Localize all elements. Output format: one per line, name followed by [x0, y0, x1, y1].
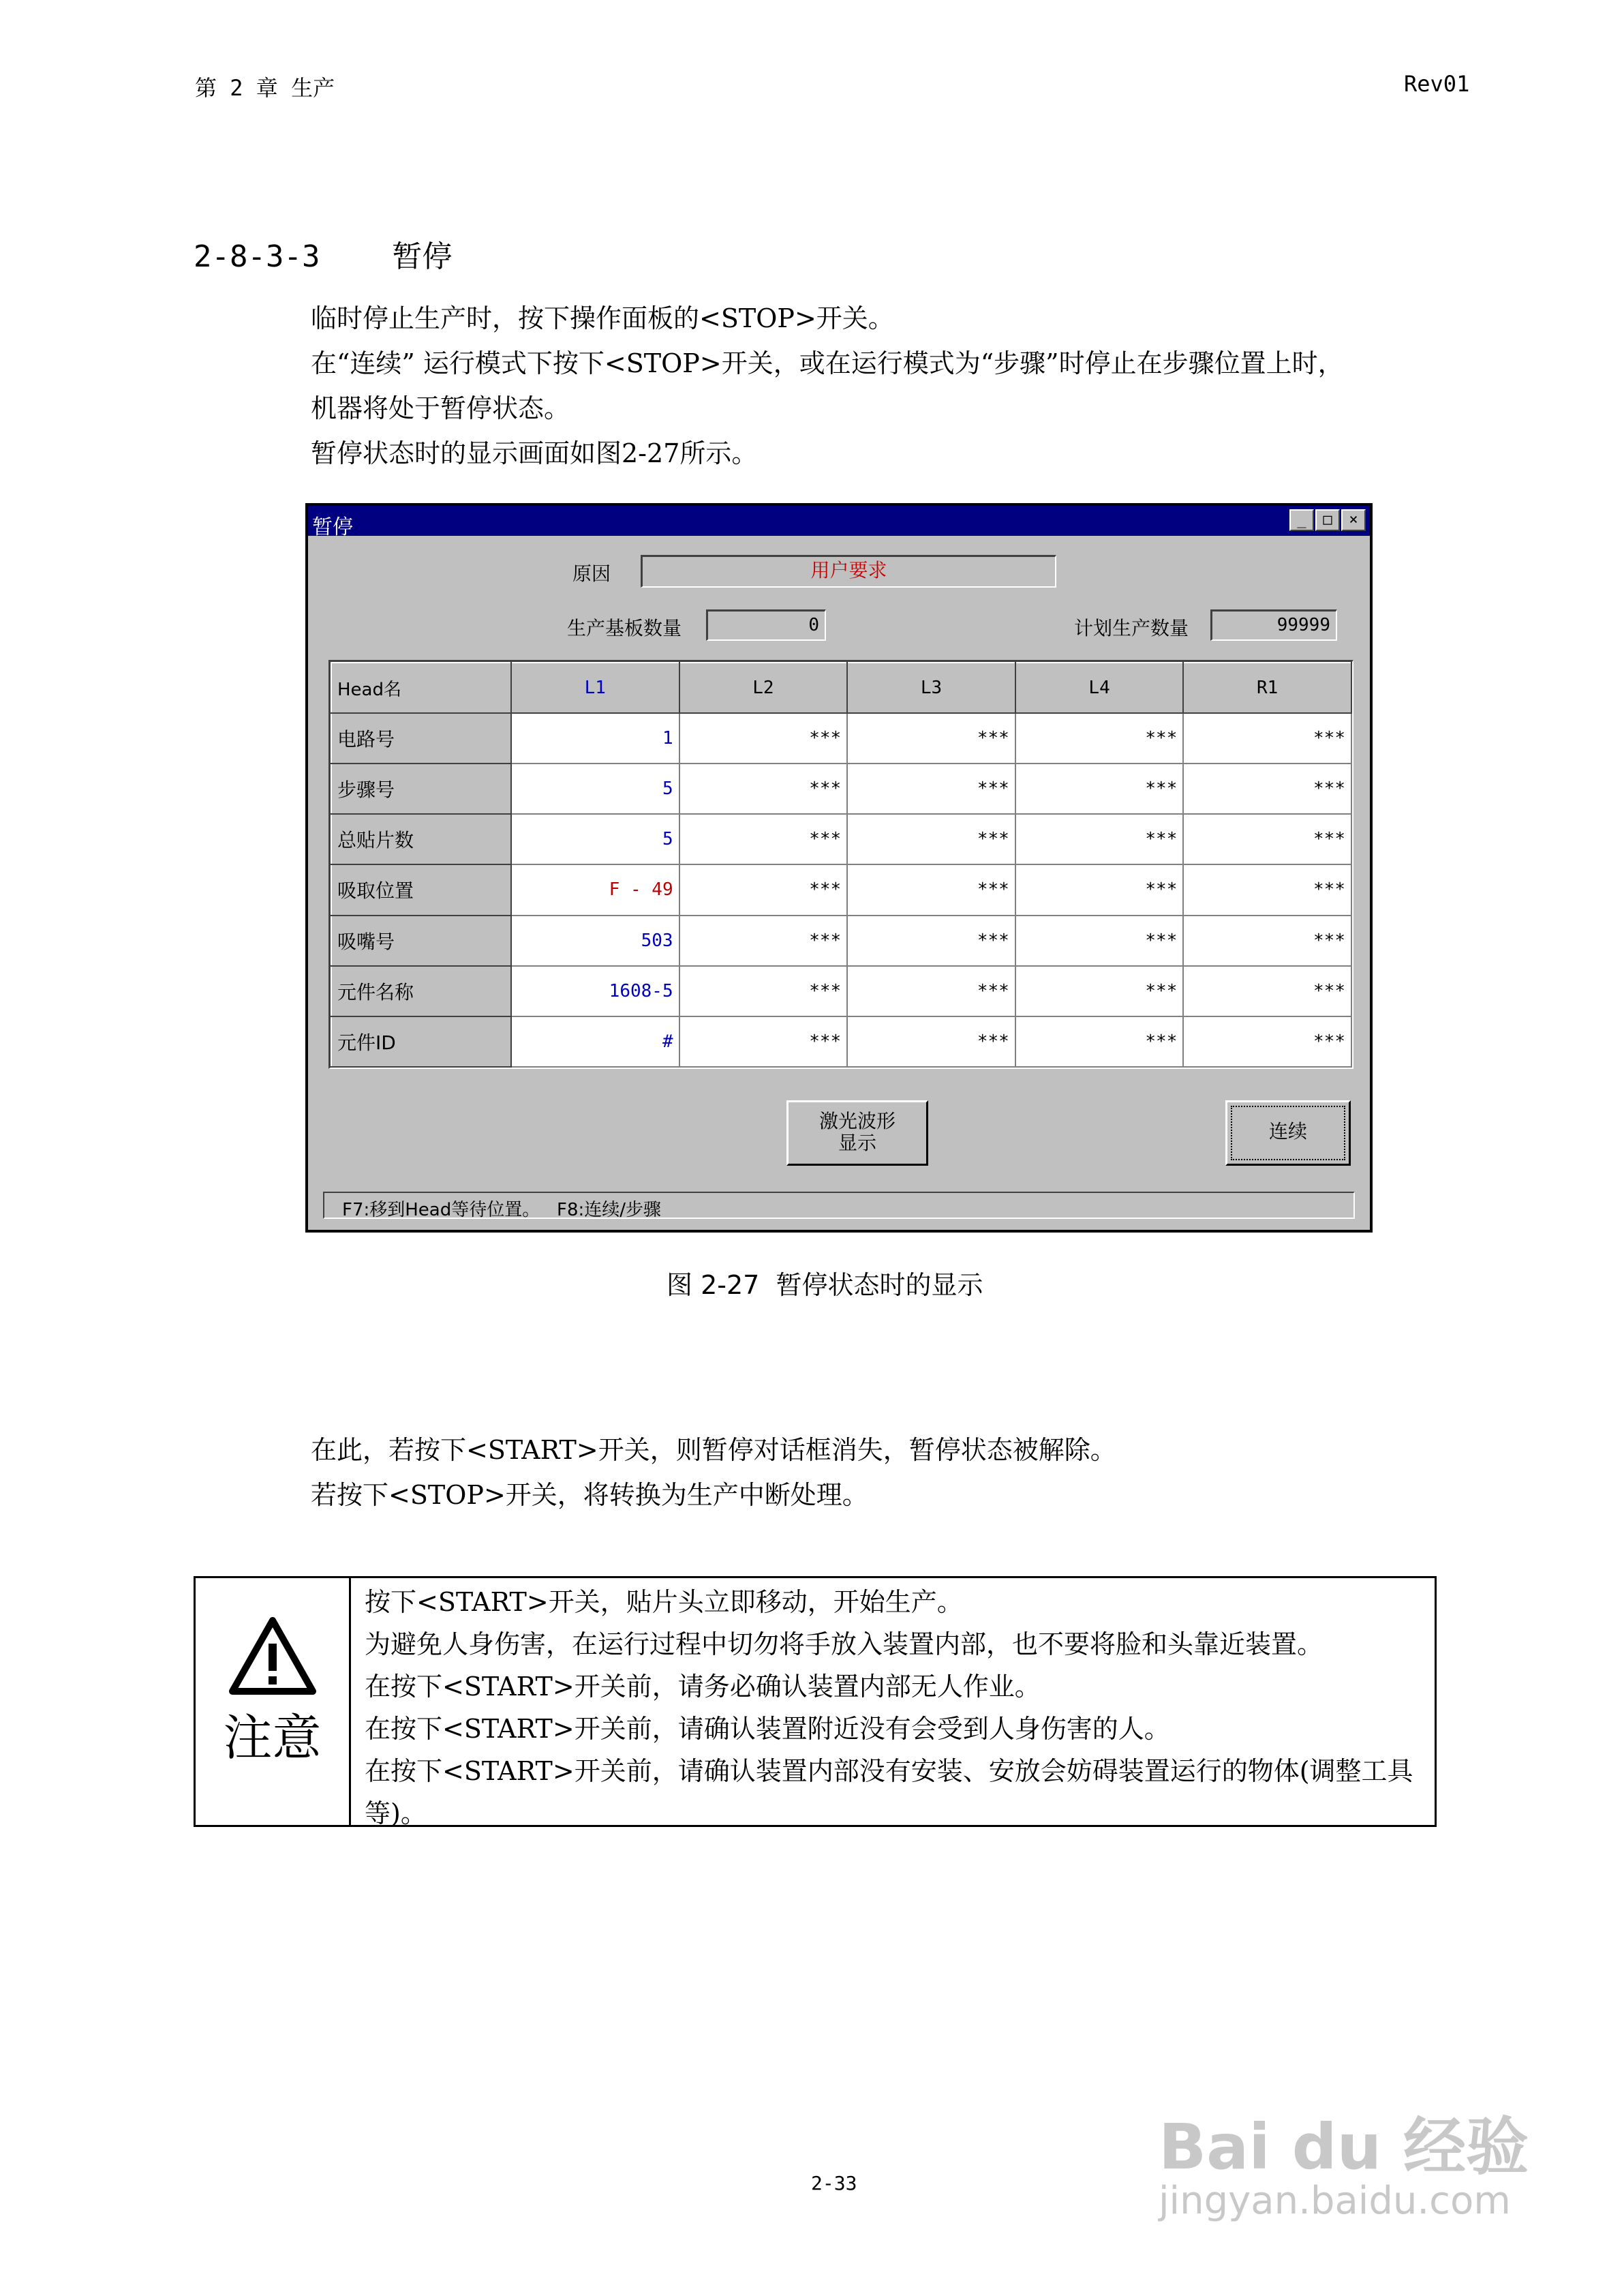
section-title: 暂停 — [392, 239, 453, 274]
board-count-label: 生产基板数量 — [567, 617, 682, 639]
caution-box — [194, 1576, 1437, 1827]
watermark-brand — [1159, 2097, 1529, 2187]
row-header: 吸取位置 — [331, 864, 511, 915]
continue-button[interactable] — [1225, 1100, 1351, 1166]
table-cell: *** — [1183, 864, 1351, 915]
intro-line: 在“连续” 运行模式下按下<STOP>开关，或在运行模式为“步骤”时停止在步骤位置上时， — [311, 348, 1344, 378]
laser-waveform-button[interactable] — [786, 1100, 928, 1166]
table-cell: *** — [679, 1016, 848, 1067]
table-cell: *** — [679, 713, 848, 764]
table-cell: *** — [679, 864, 848, 915]
after-line: 在此，若按下<START>开关，则暂停对话框消失，暂停状态被解除。 — [311, 1435, 1116, 1465]
column-header-l4[interactable]: L4 — [1015, 663, 1184, 713]
head-status-grid — [328, 660, 1353, 1069]
table-cell: *** — [1015, 764, 1184, 814]
table-cell: *** — [847, 1016, 1015, 1067]
table-cell: *** — [1183, 1016, 1351, 1067]
minimize-icon[interactable]: _ — [1289, 509, 1314, 531]
board-count-value: 0 — [808, 615, 819, 635]
table-row — [331, 713, 1351, 764]
section-heading — [194, 232, 452, 275]
caution-icon-cell — [196, 1578, 351, 1825]
status-text: F7:移到Head等待位置。 F8:连续/步骤 — [342, 1200, 662, 1220]
table-cell: *** — [847, 864, 1015, 915]
table-cell: 503 — [511, 916, 679, 966]
row-header: 电路号 — [331, 713, 511, 764]
grid-corner-header: Head名 — [331, 663, 511, 713]
caution-line: 按下<START>开关，贴片头立即移动，开始生产。 — [365, 1587, 963, 1617]
table-cell: 5 — [511, 814, 679, 864]
revision-label: Rev01 — [1404, 71, 1470, 97]
table-cell: 1608-5 — [511, 966, 679, 1016]
table-cell: *** — [1183, 966, 1351, 1016]
table-cell: *** — [679, 916, 848, 966]
page-number: 2-33 — [811, 2172, 857, 2194]
table-cell: *** — [1015, 916, 1184, 966]
plan-count-label: 计划生产数量 — [1074, 617, 1189, 639]
plan-count-value: 99999 — [1276, 615, 1330, 635]
table-cell: 5 — [511, 764, 679, 814]
table-cell: *** — [1015, 966, 1184, 1016]
column-header-l1[interactable]: L1 — [511, 663, 679, 713]
board-count-field — [706, 609, 826, 641]
table-cell: *** — [1015, 814, 1184, 864]
reason-value: 用户要求 — [810, 559, 887, 581]
table-cell: *** — [1015, 713, 1184, 764]
column-header-r1[interactable]: R1 — [1183, 663, 1351, 713]
dialog-title: 暂停 — [312, 515, 353, 539]
figure-caption: 图 2-27 暂停状态时的显示 — [667, 1270, 983, 1300]
row-header: 元件ID — [331, 1016, 511, 1067]
table-row — [331, 916, 1351, 966]
table-cell: F - 49 — [511, 864, 679, 915]
table-cell: *** — [1015, 1016, 1184, 1067]
table-row — [331, 814, 1351, 864]
caution-line: 在按下<START>开关前，请务必确认装置内部无人作业。 — [365, 1672, 1041, 1702]
table-cell: *** — [679, 764, 848, 814]
table-cell: 1 — [511, 713, 679, 764]
close-icon[interactable]: × — [1341, 509, 1366, 531]
watermark-brand-text: Bai du 经验 — [1159, 2111, 1529, 2184]
row-header: 元件名称 — [331, 966, 511, 1016]
caution-line: 在按下<START>开关前，请确认装置附近没有会受到人身伤害的人。 — [365, 1714, 1170, 1744]
maximize-icon[interactable]: □ — [1315, 509, 1340, 531]
table-row — [331, 1016, 1351, 1067]
column-header-l3[interactable]: L3 — [847, 663, 1015, 713]
section-number: 2-8-3-3 — [194, 239, 320, 274]
table-cell: *** — [1183, 713, 1351, 764]
caution-text — [365, 1581, 1426, 1834]
table-cell: *** — [679, 814, 848, 864]
table-row — [331, 764, 1351, 814]
table-cell: *** — [679, 966, 848, 1016]
table-cell: *** — [847, 916, 1015, 966]
intro-paragraph — [311, 296, 1344, 476]
warning-triangle-icon — [228, 1616, 317, 1695]
laser-button-line1: 激光波形 — [818, 1110, 896, 1132]
table-cell: # — [511, 1016, 679, 1067]
chapter-header: 第 2 章 生产 — [195, 75, 335, 101]
reason-field — [641, 555, 1056, 588]
row-header: 吸嘴号 — [331, 916, 511, 966]
continue-button-label: 连续 — [1268, 1120, 1307, 1143]
row-header: 步骤号 — [331, 764, 511, 814]
intro-line: 机器将处于暂停状态。 — [311, 393, 570, 423]
caution-line: 在按下<START>开关前，请确认装置内部没有安装、安放会妨碍装置运行的物体(调整工具等)。 — [365, 1756, 1413, 1828]
pause-dialog — [305, 503, 1373, 1233]
table-cell: *** — [1015, 864, 1184, 915]
table-row — [331, 966, 1351, 1016]
column-header-l2[interactable]: L2 — [679, 663, 848, 713]
intro-line: 暂停状态时的显示画面如图2-27所示。 — [311, 438, 758, 468]
after-paragraph — [311, 1428, 1116, 1517]
dialog-titlebar — [308, 506, 1370, 539]
caution-label: 注意 — [223, 1709, 322, 1766]
table-cell: *** — [847, 814, 1015, 864]
table-cell: *** — [1183, 916, 1351, 966]
table-cell: *** — [1183, 814, 1351, 864]
intro-line: 临时停止生产时，按下操作面板的<STOP>开关。 — [311, 303, 894, 333]
row-header: 总贴片数 — [331, 814, 511, 864]
table-cell: *** — [847, 713, 1015, 764]
table-row — [331, 864, 1351, 915]
laser-button-line2: 显示 — [838, 1132, 876, 1154]
table-cell: *** — [847, 764, 1015, 814]
table-cell: *** — [1183, 764, 1351, 814]
reason-label: 原因 — [572, 562, 611, 585]
window-controls — [1289, 509, 1366, 531]
after-line: 若按下<STOP>开关，将转换为生产中断处理。 — [311, 1480, 868, 1510]
plan-count-field — [1210, 609, 1337, 641]
status-bar — [323, 1192, 1355, 1219]
table-cell: *** — [847, 966, 1015, 1016]
watermark-url: jingyan.baidu.com — [1159, 2179, 1511, 2223]
caution-line: 为避免人身伤害，在运行过程中切勿将手放入装置内部，也不要将脸和头靠近装置。 — [365, 1629, 1323, 1659]
